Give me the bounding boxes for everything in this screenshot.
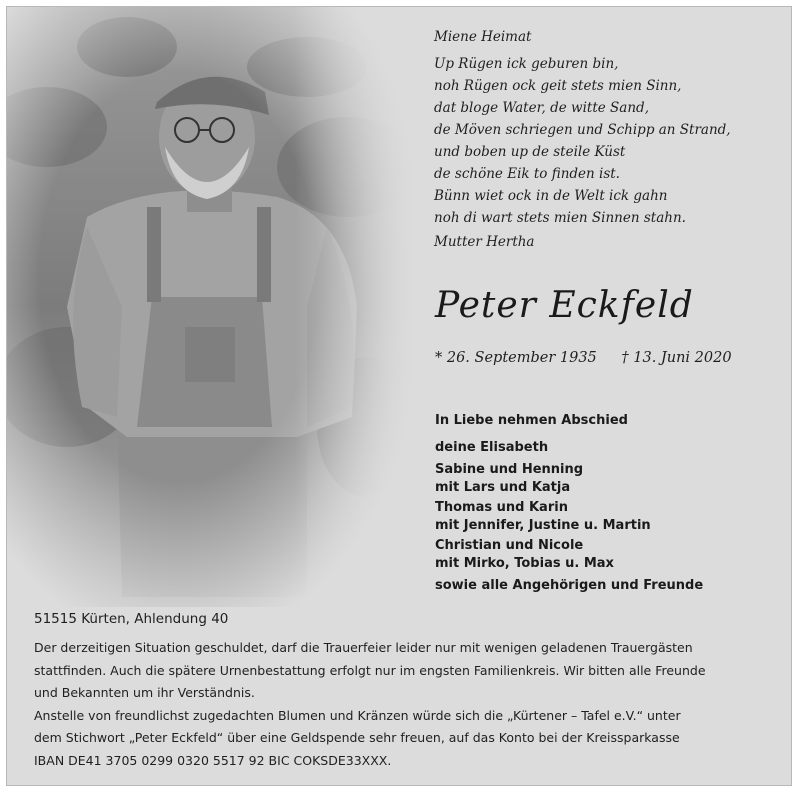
obituary-card bbox=[6, 6, 792, 786]
poem-author: Mutter Hertha bbox=[434, 234, 535, 250]
poem-line: de schöne Eik to finden ist. bbox=[434, 166, 620, 182]
poem-line: Bünn wiet ock in de Welt ick gahn bbox=[434, 188, 668, 204]
mourner-line: deine Elisabeth bbox=[435, 440, 549, 455]
poem-line: noh di wart stets mien Sinnen stahn. bbox=[434, 210, 686, 226]
poem-line: und boben up de steile Küst bbox=[434, 144, 626, 160]
mourner-line: mit Jennifer, Justine u. Martin bbox=[435, 518, 651, 533]
poem bbox=[434, 27, 789, 253]
notice-line: und Bekannten um ihr Verständnis. bbox=[34, 685, 255, 700]
portrait-photo bbox=[7, 7, 417, 607]
poem-title: Miene Heimat bbox=[434, 29, 532, 45]
mourner-line: mit Lars und Katja bbox=[435, 480, 571, 495]
notice-line: Der derzeitigen Situation geschuldet, darf die Trauerfeier leider nur mit wenigen geladenen Trauergästen bbox=[34, 640, 693, 655]
notice-line: dem Stichwort „Peter Eckfeld“ über eine Geldspende sehr freuen, auf das Konto bei der Kreissparkasse bbox=[34, 730, 680, 745]
deceased-name: Peter Eckfeld bbox=[435, 285, 694, 326]
mourners-heading: In Liebe nehmen Abschied bbox=[435, 413, 628, 428]
mourner-line: Thomas und Karin bbox=[435, 500, 568, 515]
poem-line: de Möven schriegen und Schipp an Strand, bbox=[434, 122, 731, 138]
mourners-list bbox=[435, 411, 795, 597]
address: 51515 Kürten, Ahlendung 40 bbox=[34, 611, 229, 627]
death-date: † 13. Juni 2020 bbox=[621, 350, 732, 366]
mourner-line: mit Mirko, Tobias u. Max bbox=[435, 556, 614, 571]
notice-line: Anstelle von freundlichst zugedachten Blumen und Kränzen würde sich die „Kürtener – Tafel e.V.“ unter bbox=[34, 707, 681, 723]
poem-line: Up Rügen ick geburen bin, bbox=[434, 56, 619, 72]
mourner-line: Sabine und Henning bbox=[435, 462, 584, 477]
notice-line: stattfinden. Auch die spätere Urnenbestattung erfolgt nur im engsten Familienkreis. Wir bitten alle Freunde bbox=[34, 662, 706, 678]
life-dates bbox=[435, 350, 795, 366]
poem-line: dat bloge Water, de witte Sand, bbox=[434, 100, 649, 116]
notice-line: IBAN DE41 3705 0299 0320 5517 92 BIC COKSDE33XXX. bbox=[34, 752, 392, 768]
mourner-line: Christian und Nicole bbox=[435, 538, 584, 553]
birth-date: * 26. September 1935 bbox=[435, 350, 597, 366]
mourner-line: sowie alle Angehörigen und Freunde bbox=[435, 578, 704, 593]
notice-text bbox=[34, 637, 794, 772]
poem-line: noh Rügen ock geit stets mien Sinn, bbox=[434, 78, 682, 94]
